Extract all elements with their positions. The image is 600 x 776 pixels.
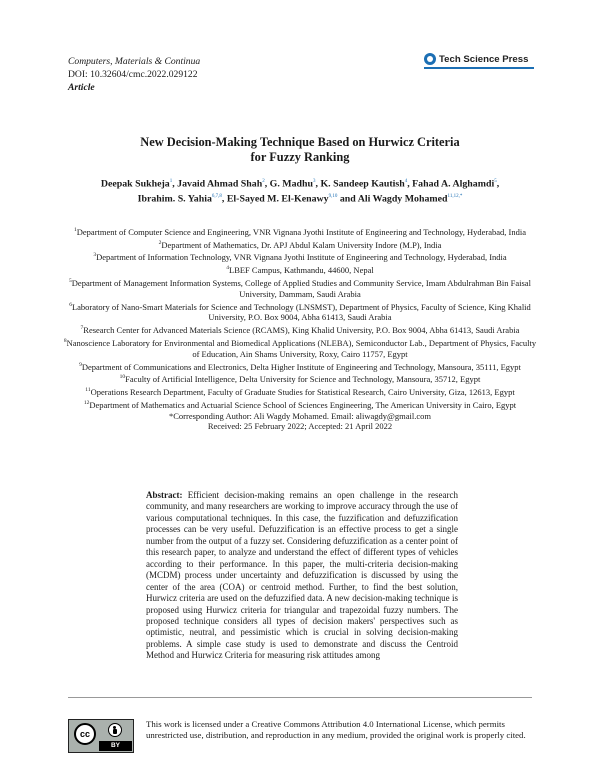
abstract-text: Efficient decision-making remains an open challenge in the research community, and many researchers are working to improve accuracy through the use of various computational techniques. In this case, the fuzzification and defuzzification processes can be very useful. Defuzzification is an effective process to get a single number from the output of a fuzzy set. Considering defuzzification as a center point of this research paper, to analyze and understand the effect of different types of vehicles according to their performance. In this paper, the multi-criteria decision-making (MCDM) process under uncertainty and defuzzification is discussed by using the center of the area (COA) or centroid method. Further, to find the best solution, Hurwicz criteria are used on the defuzzified data. A new decision-making technique is proposed using Hurwicz criteria for triangular and trapezoidal fuzzy numbers. The proposed technique considers all types of decision makers' perspectives such as optimistic, neutral, and pessimistic which is crucial in solving decision-making problems. A simple case study is used to demonstrate and discuss the Centroid Method and Hurwicz Criteria for measuring risk attitudes among [146, 490, 459, 661]
author: G. Madhu [269, 178, 314, 190]
paper-title [80, 135, 520, 165]
author: Javaid Ahmad Shah [177, 178, 263, 190]
author-affil-ref[interactable]: 6,7,8 [211, 194, 222, 200]
title-line-1: New Decision-Making Technique Based on Hurwicz Criteria [140, 135, 460, 149]
article-type: Article [68, 82, 95, 93]
corresponding-author: *Corresponding Author: Ali Wagdy Mohamed. Email: aliwagdy@gmail.com [169, 410, 431, 421]
abstract [146, 490, 458, 662]
author: Ali Wagdy Mohamed [357, 193, 448, 205]
author-affil-ref[interactable]: 9,10 [328, 194, 338, 200]
doi[interactable]: DOI: 10.32604/cmc.2022.029122 [68, 69, 198, 80]
affiliation: $^{10}$Faculty of Artificial Intelligence, Delta University for Science and Technology, Mansoura, 35712, Egypt [119, 374, 481, 385]
affiliation: $^5$Department of Management Information Systems, College of Applied Studies and Community Service, Imam Abdulrahman Bin Faisal University, Dammam, Saudi Arabia [69, 277, 531, 299]
affiliation: $^{11}$Operations Research Department, Faculty of Graduate Studies for Statistical Research, Cairo University, Giza, 12613, Egypt [85, 386, 515, 397]
author: El-Sayed M. El-Kenawy [226, 193, 329, 205]
author: Ibrahim. S. Yahia [137, 193, 212, 205]
by-label: BY [99, 741, 132, 751]
affiliation-list [62, 225, 538, 432]
affiliation: $^2$Department of Mathematics, Dr. APJ Abdul Kalam University Indore (M.P), India [158, 239, 442, 250]
affiliation: $^8$Nanoscience Laboratory for Environmental and Biomedical Applications (NLEBA), Semiconductor Lab., Department of Physics, Faculty of Education, Ain Shams University, Roxy, Cairo 11757, Egypt [63, 337, 537, 359]
cc-by-license-icon[interactable] [68, 719, 134, 753]
journal-name: Computers, Materials & Continua [68, 56, 201, 67]
publisher-name: Tech Science Press [439, 53, 529, 65]
author-affil-ref[interactable]: 4 [404, 179, 408, 184]
attribution-person-icon [108, 723, 122, 737]
affiliation: $^1$Department of Computer Science and Engineering, VNR Vignana Jyothi Institute of Engineering and Technology, Hyderabad, India [74, 226, 526, 237]
abstract-label: Abstract: [146, 490, 183, 500]
affiliation: $^{12}$Department of Mathematics and Actuarial Science School of Sciences Engineering, The American University in Cairo, Egypt [83, 399, 517, 410]
affiliation: $^6$Laboratory of Nano-Smart Materials for Science and Technology (LNSMST), Department of Physics, Faculty of Science, King Khalid University, P.O. Box 9004, Abha 61413, Saudi Arabia [69, 301, 531, 323]
author-affil-ref[interactable]: 1 [169, 179, 173, 184]
affiliation: $^4$LBEF Campus, Kathmandu, 44600, Nepal [226, 265, 374, 276]
affiliation: $^3$Department of Information Technology, VNR Vignana Jyothi Institute of Engineering and Technology, Hyderabad, India [93, 252, 507, 263]
publisher-logo [424, 53, 528, 65]
affiliation: $^7$Research Center for Advanced Materials Science (RCAMS), King Khalid University, P.O. Box 9004, Abha 61413, Saudi Arabia [80, 325, 520, 336]
author-affil-ref[interactable]: 11,12,* [447, 194, 463, 200]
creative-commons-icon: cc [74, 723, 96, 745]
title-line-2: for Fuzzy Ranking [250, 150, 350, 164]
author-affil-ref[interactable]: 5 [494, 179, 497, 184]
footer-divider [68, 697, 532, 698]
received-dates: Received: 25 February 2022; Accepted: 21 April 2022 [207, 421, 393, 432]
author-affil-ref[interactable]: 3 [313, 179, 316, 184]
journal-header [68, 55, 200, 94]
publisher-rule [424, 67, 534, 69]
author: Deepak Sukheja [100, 178, 170, 190]
affiliation: $^9$Department of Communications and Electronics, Delta Higher Institute of Engineering and Technology, Mansoura, 35111, Egypt [79, 361, 521, 372]
publisher-logo-icon [424, 53, 436, 65]
license-block [68, 719, 532, 753]
author: Fahad A. Alghamdi [412, 178, 495, 190]
author-affil-ref[interactable]: 2 [262, 179, 265, 184]
author-list: Deepak Sukheja$^1$, Javaid Ahmad Shah$^2$, G. Madhu$^3$, K. Sandeep Kautish$^4$, Fahad A. Alghamdi$^5$, Ibrahim. S. Yahia$^{6,7,8}$, El-Sayed M. El-Kenawy$^{9,10}$ and Ali Wagdy Mohamed$^{11,12,*}$ [100, 178, 500, 205]
license-text: This work is licensed under a Creative Commons Attribution 4.0 International License, which permits unrestricted use, distribution, and reproduction in any medium, provided the original work is properly cited. [146, 719, 526, 741]
author: K. Sandeep Kautish [320, 178, 405, 190]
